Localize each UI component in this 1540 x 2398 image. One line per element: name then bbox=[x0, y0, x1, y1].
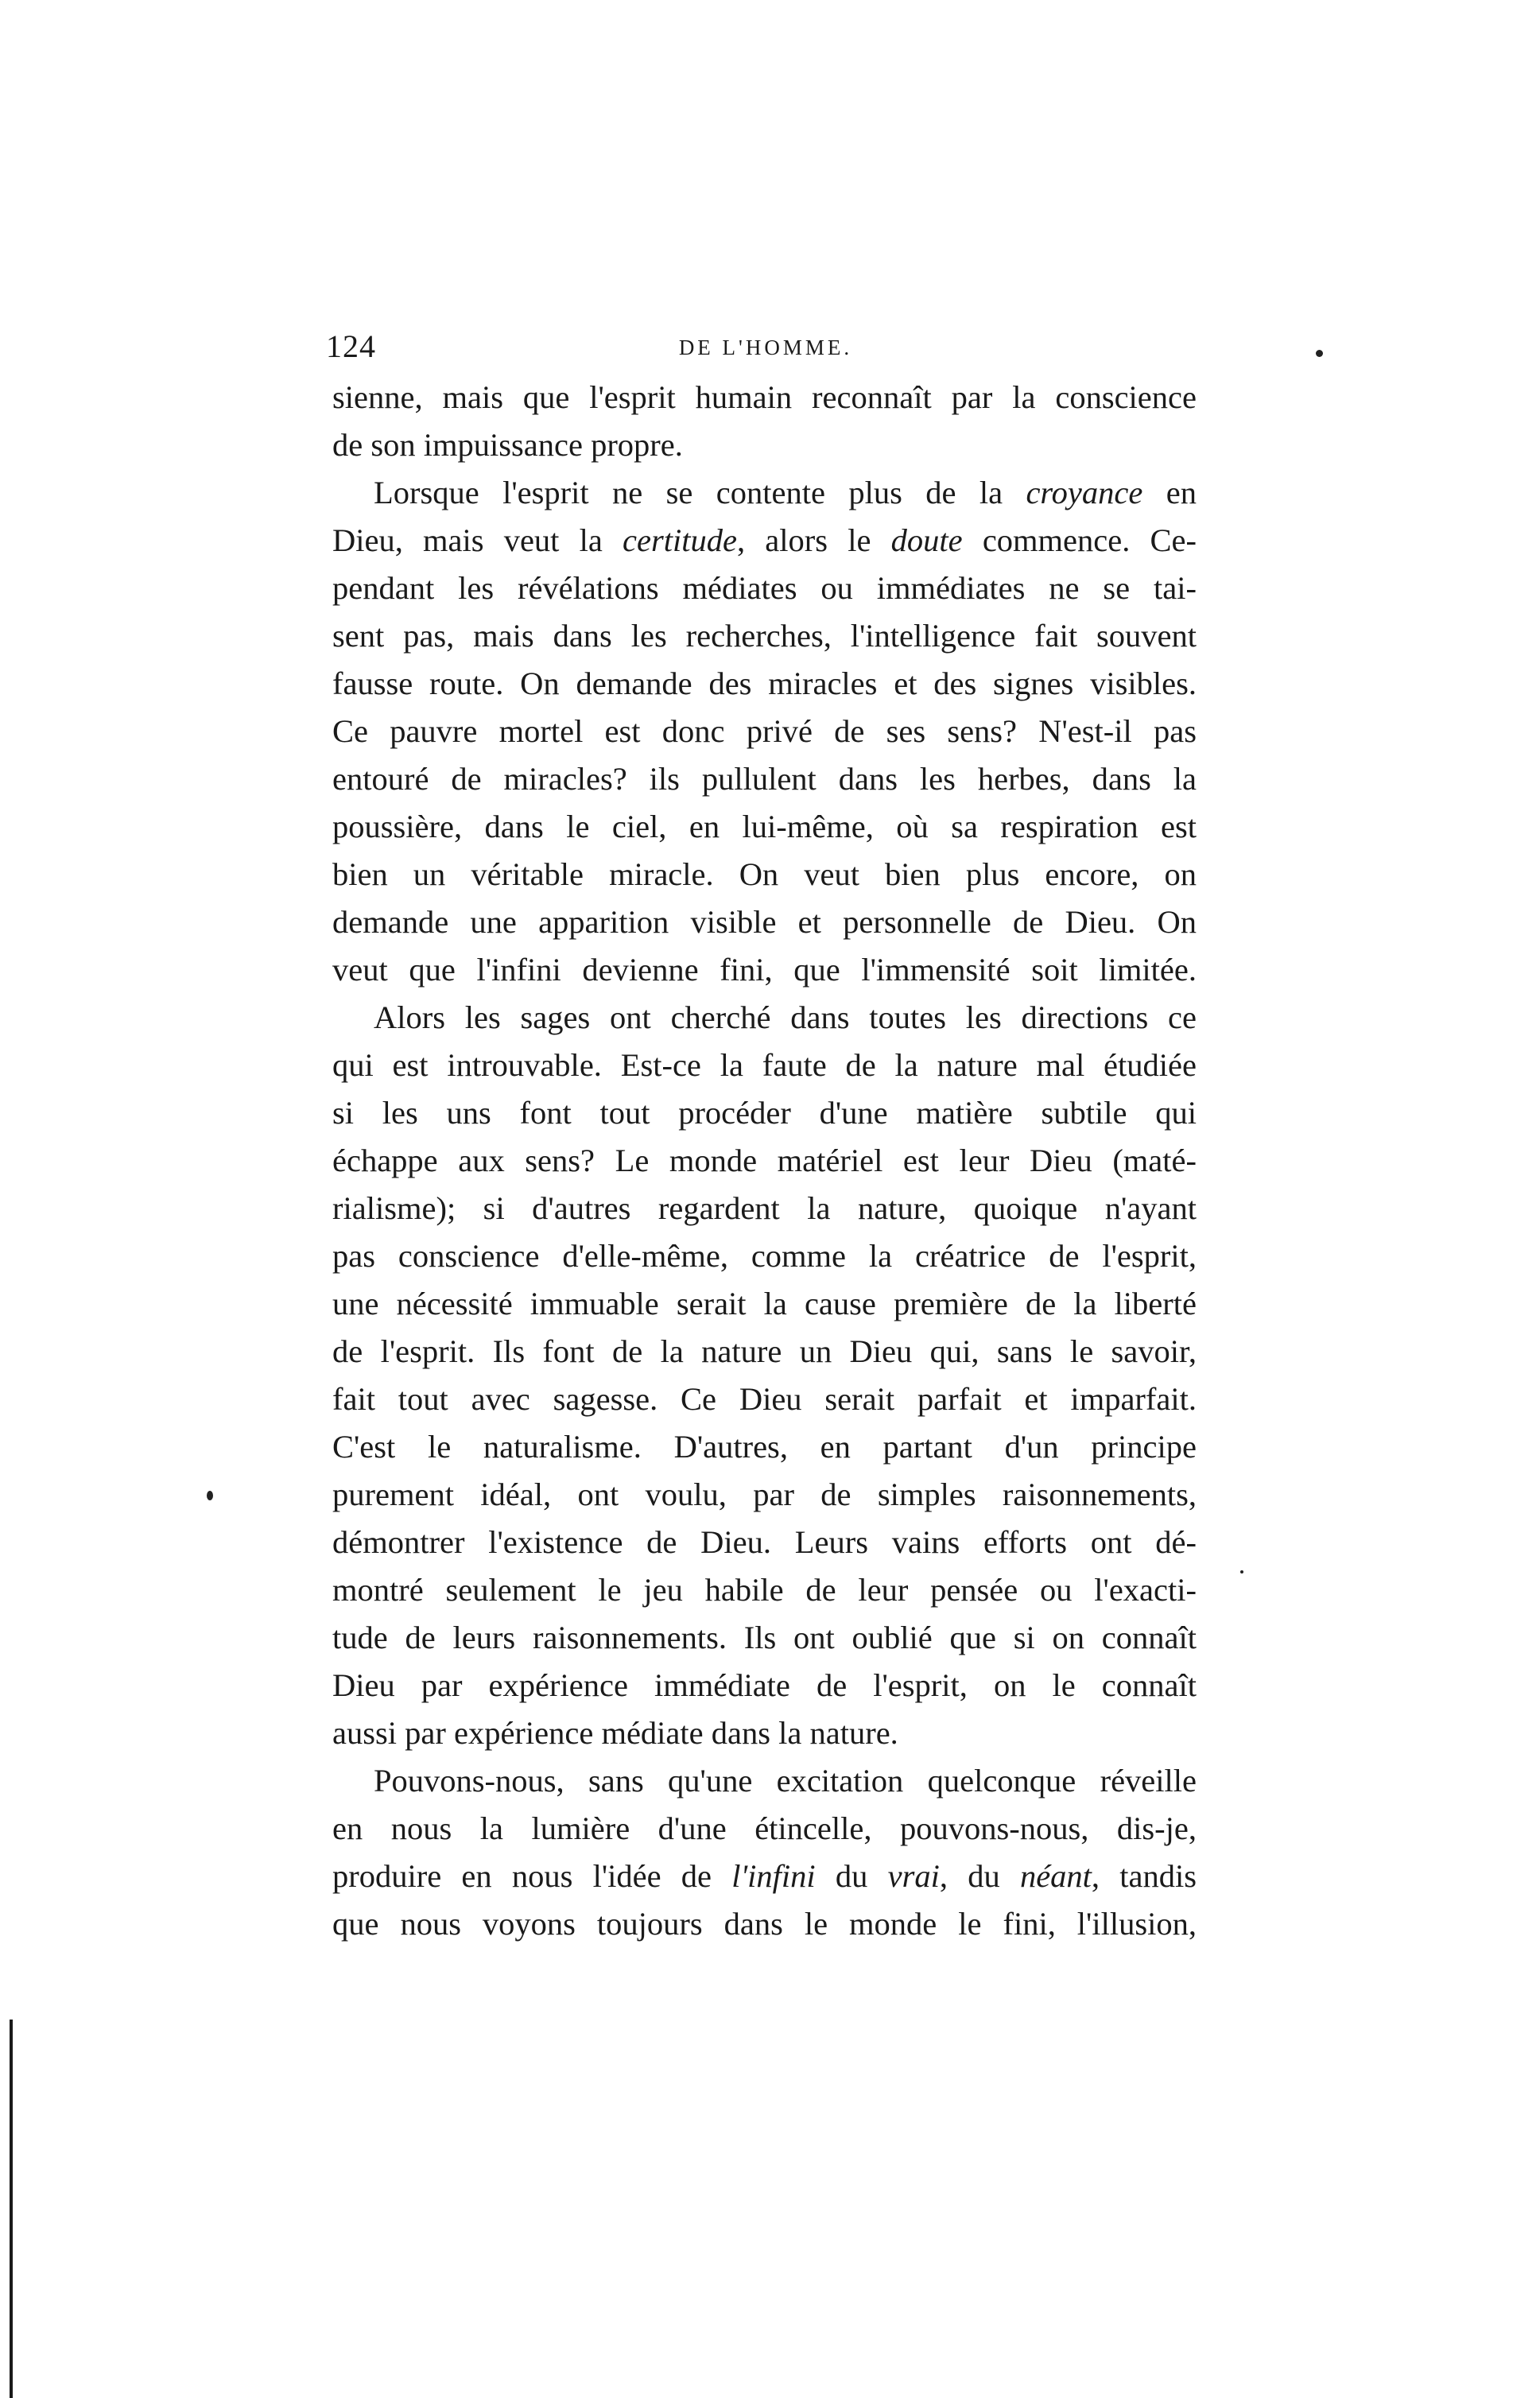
text-run: commence. Ce- bbox=[982, 522, 1197, 558]
text-run: en bbox=[1166, 475, 1197, 510]
italic-term: certitude bbox=[623, 522, 737, 558]
text-line bbox=[332, 517, 1197, 565]
text-line: demande une apparition visible et personnelle de Dieu. On bbox=[332, 904, 1197, 940]
ink-speck bbox=[1316, 350, 1323, 357]
text-line: de son impuissance propre. bbox=[332, 427, 683, 463]
text-line: en nous la lumière d'une étincelle, pouvons-nous, dis-je, bbox=[332, 1810, 1197, 1846]
italic-term: l'infini bbox=[731, 1858, 816, 1894]
text-line: bien un véritable miracle. On veut bien plus encore, on bbox=[332, 856, 1197, 892]
italic-term: croyance bbox=[1026, 475, 1143, 510]
text-line: qui est introuvable. Est-ce la faute de la nature mal étudiée bbox=[332, 1047, 1197, 1083]
ink-speck bbox=[1240, 1570, 1243, 1573]
text-line: C'est le naturalisme. D'autres, en partant d'un principe bbox=[332, 1429, 1197, 1465]
text-run: , alors le bbox=[737, 522, 871, 558]
text-line: sienne, mais que l'esprit humain reconnaît par la conscience bbox=[332, 379, 1197, 415]
text-line: rialisme); si d'autres regardent la nature, quoique n'ayant bbox=[332, 1190, 1197, 1226]
text-line: aussi par expérience médiate dans la nature. bbox=[332, 1715, 898, 1751]
text-line: fausse route. On demande des miracles et des signes visibles. bbox=[332, 665, 1197, 701]
running-head: DE L'HOMME. bbox=[678, 336, 853, 359]
text-run: du bbox=[835, 1858, 868, 1894]
text-line: veut que l'infini devienne fini, que l'immensité soit limitée. bbox=[332, 952, 1197, 988]
text-line: si les uns font tout procéder d'une matière subtile qui bbox=[332, 1095, 1197, 1131]
text-line: Dieu par expérience immédiate de l'esprit, on le connaît bbox=[332, 1667, 1197, 1703]
text-line: sent pas, mais dans les recherches, l'intelligence fait souvent bbox=[332, 618, 1197, 654]
text-line: fait tout avec sagesse. Ce Dieu serait parfait et imparfait. bbox=[332, 1381, 1197, 1417]
text-line: démontrer l'existence de Dieu. Leurs vains efforts ont dé- bbox=[332, 1524, 1197, 1560]
text-line: tude de leurs raisonnements. Ils ont oublié que si on connaît bbox=[332, 1620, 1197, 1655]
text-line: que nous voyons toujours dans le monde le fini, l'illusion, bbox=[332, 1906, 1197, 1942]
text-run: produire en nous l'idée de bbox=[332, 1858, 712, 1894]
text-line: montré seulement le jeu habile de leur pensée ou l'exacti- bbox=[332, 1572, 1197, 1608]
text-line: poussière, dans le ciel, en lui-même, où sa respiration est bbox=[332, 809, 1197, 844]
italic-term: néant bbox=[1019, 1858, 1092, 1894]
italic-term: doute bbox=[890, 522, 963, 558]
text-line: entouré de miracles? ils pullulent dans les herbes, dans la bbox=[332, 761, 1197, 797]
text-run: , tandis bbox=[1091, 1858, 1197, 1894]
text-line bbox=[332, 469, 1197, 517]
page-header bbox=[326, 328, 1336, 375]
page-number: 124 bbox=[326, 328, 376, 364]
text-run: Lorsque l'esprit ne se contente plus de la bbox=[374, 475, 1003, 510]
text-line: pas conscience d'elle-même, comme la créatrice de l'esprit, bbox=[332, 1238, 1197, 1274]
text-line: Pouvons-nous, sans qu'une excitation quelconque réveille bbox=[374, 1763, 1197, 1798]
text-line bbox=[332, 1853, 1197, 1900]
text-line: échappe aux sens? Le monde matériel est leur Dieu (maté- bbox=[332, 1143, 1197, 1178]
text-line: de l'esprit. Ils font de la nature un Dieu qui, sans le savoir, bbox=[332, 1333, 1197, 1369]
text-run: , du bbox=[939, 1858, 1000, 1894]
ink-speck bbox=[207, 1491, 213, 1500]
text-line: Alors les sages ont cherché dans toutes les directions ce bbox=[374, 999, 1197, 1035]
text-line: purement idéal, ont voulu, par de simples raisonnements, bbox=[332, 1476, 1197, 1512]
binding-edge bbox=[10, 2020, 13, 2398]
text-line: Ce pauvre mortel est donc privé de ses sens? N'est-il pas bbox=[332, 713, 1197, 749]
text-run: Dieu, mais veut la bbox=[332, 522, 603, 558]
body-text bbox=[332, 374, 1197, 1948]
text-line: pendant les révélations médiates ou immédiates ne se tai- bbox=[332, 570, 1197, 606]
italic-term: vrai bbox=[887, 1858, 940, 1894]
text-line: une nécessité immuable serait la cause première de la liberté bbox=[332, 1286, 1197, 1321]
